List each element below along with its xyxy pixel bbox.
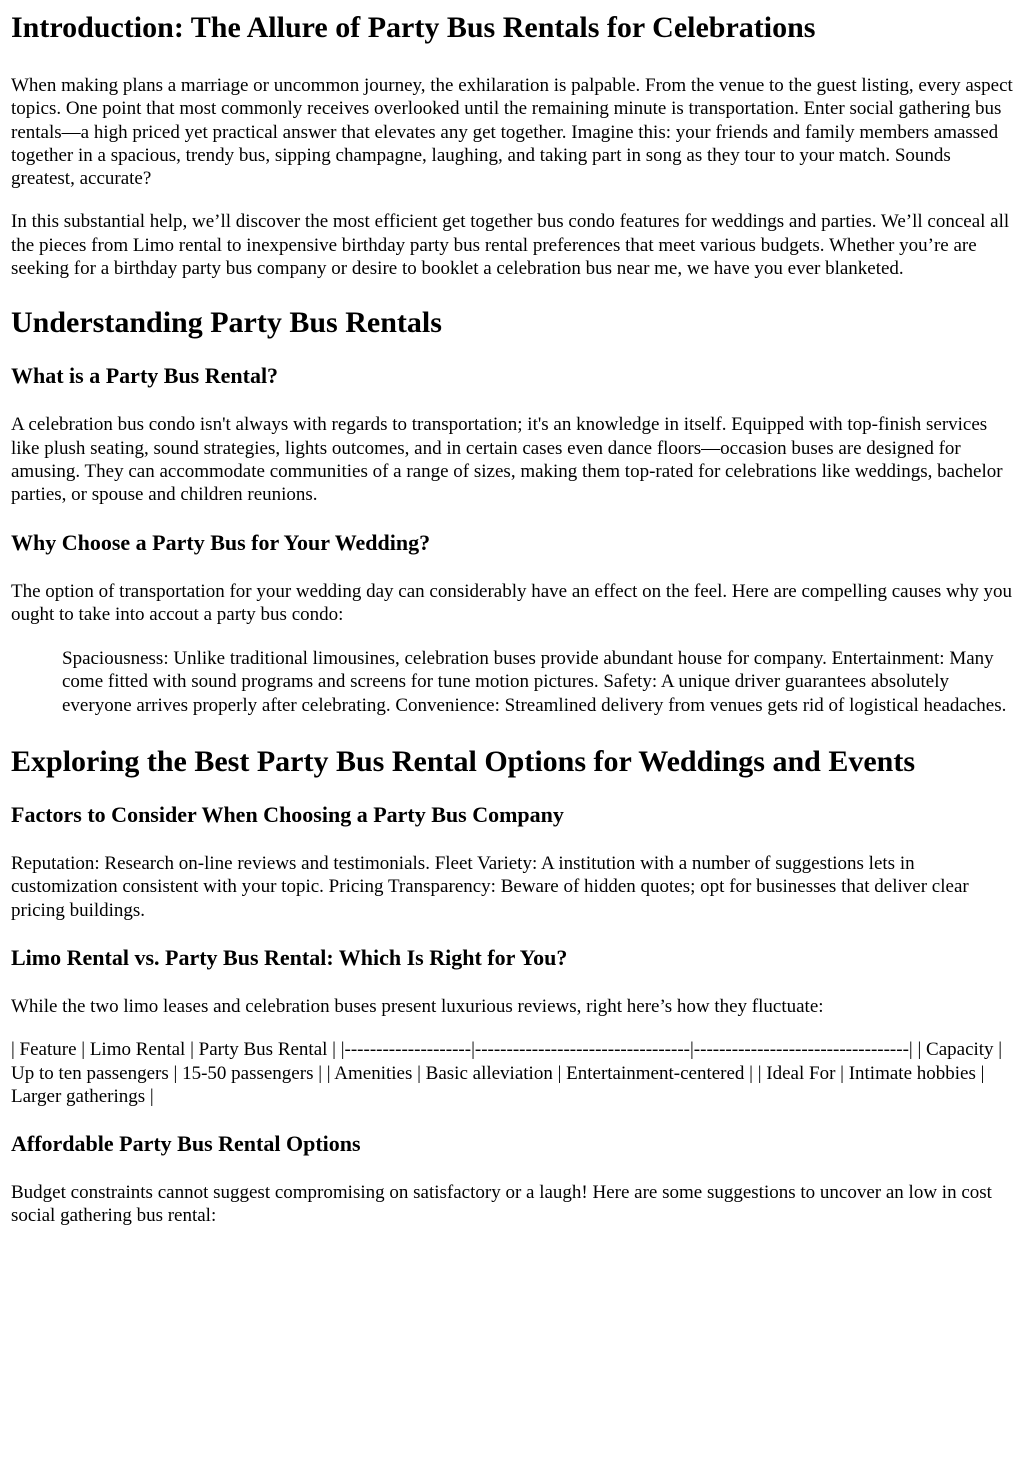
limo-vs-bus-paragraph: While the two limo leases and celebration buses present luxurious reviews, right here’s how they fluctuate: (11, 995, 824, 1017)
affordable-paragraph: Budget constraints cannot suggest compromising on satisfactory or a laugh! Here are some suggestions to uncover an low in cost social gathering bus rental: (11, 1182, 992, 1227)
what-is-heading: What is a Party Bus Rental? (11, 363, 279, 389)
limo-vs-bus-heading: Limo Rental vs. Party Bus Rental: Which Is Right for You? (11, 944, 568, 970)
exploring-heading: Exploring the Best Party Bus Rental Options for Weddings and Events (11, 745, 916, 779)
factors-heading: Factors to Consider When Choosing a Party Bus Company (11, 802, 564, 828)
why-choose-quote: Spaciousness: Unlike traditional limousines, celebration buses provide abundant house for company. Entertainment: Many come fitted with sound programs and screens for tune motion pictures. Safety: A unique driver guarantees absolutely everyone arrives properly after celebrating. Convenience: Streamlined delivery from venues gets rid of logistical headaches. (62, 648, 1007, 716)
article (0, 11, 1024, 1228)
affordable-heading: Affordable Party Bus Rental Options (11, 1131, 361, 1157)
understanding-heading: Understanding Party Bus Rentals (11, 306, 442, 340)
intro-heading: Introduction: The Allure of Party Bus Rentals for Celebrations (11, 11, 816, 44)
intro-paragraph-1: When making plans a marriage or uncommon journey, the exhilaration is palpable. From the venue to the guest listing, every aspect topics. One point that most commonly receives overlooked until the remaining minute is transportation. Enter social gathering bus rentals—a high priced yet practical answer that elevates any get together. Imagine this: your friends and family members amassed together in a spacious, trendy bus, sipping champagne, laughing, and taking part in song as they tour to your match. Sounds greatest, accurate? (11, 75, 1013, 190)
factors-paragraph: Reputation: Research on-line reviews and testimonials. Fleet Variety: A institution with a number of suggestions lets in customization consistent with your topic. Pricing Transparency: Beware of hidden quotes; opt for businesses that deliver clear pricing buildings. (11, 853, 969, 921)
what-is-paragraph: A celebration bus condo isn't always with regards to transportation; it's an knowledge in itself. Equipped with top-finish services like plush seating, sound strategies, lights outcomes, and in certain cases even dance floors—occasion buses are designed for amusing. They can accommodate communities of a range of sizes, making them top-rated for celebrations like weddings, bachelor parties, or spouse and children reunions. (11, 414, 1003, 506)
intro-paragraph-2: In this substantial help, we’ll discover the most efficient get together bus condo features for weddings and parties. We’ll conceal all the pieces from Limo rental to inexpensive birthday party bus rental preferences that meet various budgets. Whether you’re are seeking for a birthday party bus company or desire to booklet a celebration bus near me, we have you ever blanketed. (11, 211, 1010, 280)
why-choose-paragraph: The option of transportation for your wedding day can considerably have an effect on the feel. Here are compelling causes why you ought to take into accout a party bus condo: (11, 580, 1013, 625)
comparison-table-text: | Feature | Limo Rental | Party Bus Rental | |--------------------|----------------------------------|----------------------------------| | Capacity | Up to ten passengers | 15-50 passengers | | Amenities | Basic alleviation | Entertainment-centered | | Ideal For | Intimate hobbies | Larger gatherings | (11, 1039, 1003, 1107)
why-choose-heading: Why Choose a Party Bus for Your Wedding? (11, 529, 431, 555)
